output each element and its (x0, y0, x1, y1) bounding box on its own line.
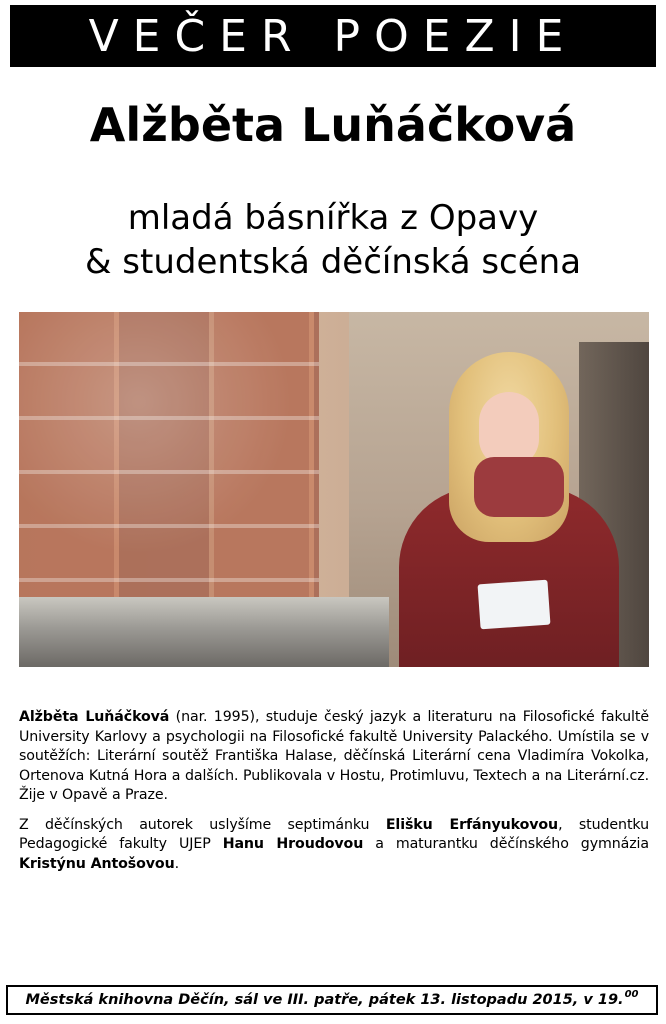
author-name-1: Elišku Erfányukovou (385, 816, 559, 833)
event-details-text: Městská knihovna Děčín, sál ve III. patře, pátek 13. listopadu 2015, v 19. (25, 992, 624, 1008)
poet-name: Alžběta Luňáčková (89, 98, 577, 152)
event-details (6, 985, 658, 1015)
event-title: VEČER POEZIE (88, 10, 578, 62)
bio-p2-text-3: a maturantku děčínského gymnázia (375, 836, 649, 852)
bio-paragraph-1 (19, 708, 649, 806)
bio-p2-text-4: . (174, 855, 179, 872)
author-name-2: Hanu Hroudovou (222, 836, 364, 852)
poet-photo (19, 312, 649, 667)
subtitle-line-2: & studentská děčínská scéna (84, 242, 582, 282)
bio-p2-text-1: Z děčínských autorek uslyšíme septimánku (19, 816, 370, 833)
subtitle (0, 196, 666, 284)
bio-section (19, 708, 649, 884)
photo-scarf (474, 457, 564, 517)
photo-paper-sheet (478, 580, 551, 630)
photo-poet-figure (379, 352, 619, 667)
author-name-3: Kristýnu Antošovou (19, 855, 175, 872)
event-time-minutes: 00 (624, 988, 639, 1000)
subtitle-line-1: mladá básnířka z Opavy (127, 198, 539, 238)
event-banner (10, 5, 656, 67)
bio-p2-text-2: , studentku Pedagogické fakulty UJEP (19, 816, 649, 852)
bio-poet-name: Alžběta Luňáčková (19, 709, 170, 725)
photo-stone-ledge (19, 597, 389, 667)
photo-face (479, 392, 539, 467)
bio-text: (nar. 1995), studuje český jazyk a literaturu na Filosofické fakultě University Karlovy a psychologii na Filosofické fakultě University Palackého. Umístila se v soutěžích: Literární soutěž Františka Halase, děčínská Literární cena Vladimíra Vokolka, Ortenova Kutná Hora a dalších. Publikovala v Hostu, Protimluvu, Textech a na Literární.cz. Žije v Opavě a Praze. (19, 709, 649, 803)
bio-paragraph-2 (19, 816, 649, 875)
photo-brick-wall (19, 312, 319, 612)
